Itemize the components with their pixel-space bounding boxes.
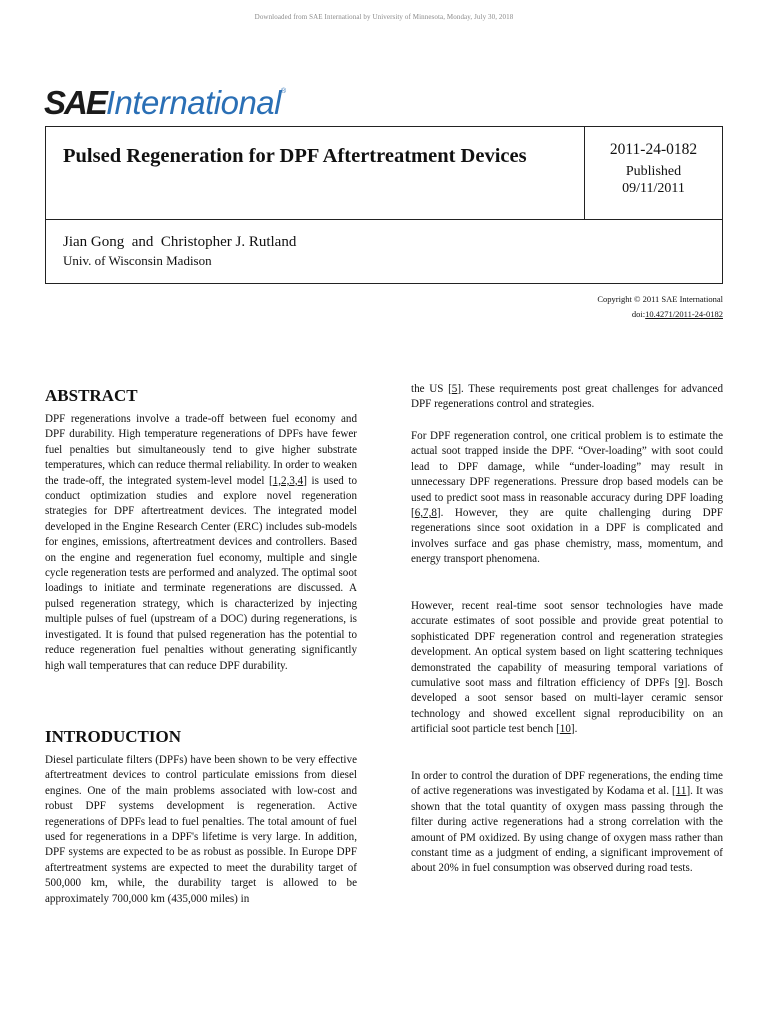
paper-title: Pulsed Regeneration for DPF Aftertreatment Devices	[63, 145, 527, 167]
citation-link[interactable]: 5	[451, 383, 458, 395]
right-paragraph-2-wrap	[411, 599, 723, 738]
paper-id-cell	[585, 127, 722, 219]
paragraph-text: ]. However, they are quite challenging during DPF regenerations since soot oxidation in a DPF is complicated and involves surface and gas phase chemistry, mass, momentum, and energy transport phenomena.	[411, 507, 723, 566]
introduction-section	[45, 727, 357, 907]
logo-registered-mark: ®	[281, 88, 287, 95]
doi-line	[597, 307, 723, 322]
citation-link[interactable]: 6,7,8	[414, 507, 437, 520]
download-notice: Downloaded from SAE International by University of Minnesota, Monday, July 30, 2018	[254, 13, 514, 21]
paragraph-text: ]. It was shown that the total quantity of oxygen mass passing through the filter during active regenerations had a strong correlation with the amount of PM oxidized. By using change of oxygen mass rather than constant time as a judgment of ending, a significant improvement of about 20% in fuel consumption was observed during road tests.	[411, 785, 724, 875]
paragraph-text: the US [	[411, 383, 452, 395]
paper-header-box	[45, 126, 723, 284]
right-paragraph-3	[411, 769, 723, 877]
right-paragraph-1	[411, 429, 723, 568]
paragraph-text: ].	[570, 723, 578, 736]
citation-link[interactable]: 11	[675, 785, 687, 798]
right-paragraph-0	[411, 382, 723, 413]
copyright-block	[597, 292, 723, 322]
abstract-heading: ABSTRACT	[45, 386, 138, 405]
paper-id: 2011-24-0182	[609, 141, 698, 158]
doi-link[interactable]: 10.4271/2011-24-0182	[645, 309, 723, 319]
published-date: 09/11/2011	[622, 181, 685, 196]
affiliation: Univ. of Wisconsin Madison	[63, 253, 212, 268]
copyright-line: Copyright © 2011 SAE International	[597, 294, 723, 304]
header-author-row	[46, 219, 722, 269]
doi-prefix: doi:	[631, 309, 646, 319]
paragraph-text: ]. Bosch developed a soot sensor based on multi-layer ceramic sensor technology and showed excellent signal reproducibility on an artificial soot particle test bench [	[411, 677, 723, 736]
title-cell	[46, 127, 585, 219]
introduction-paragraph: Diesel particulate filters (DPFs) have been shown to be very effective aftertreatment devices to control particulate emissions from diesel engines. One of the main problems associated with low-cost and robust DPF systems development is regeneration. Active regenerations of DPFs lead to fuel penalties. The total amount of fuel used for regenerations in a DPF's lifetime is very large. In addition, DPF systems are expected to be as robust as possible. In Europe DPF aftertreatment systems are expected to meet the durability target of 500,000 km, while, the durability target is allowed to be approximately 700,000 km (435,000 miles) in	[45, 754, 357, 905]
paragraph-text: For DPF regeneration control, one critical problem is to estimate the actual soot trapped inside the DPF. “Over-loading” with soot could lead to DPF damage, while “under-loading” may result in unnecessary DPF regenerations. Pressure drop based models can be used to predict soot mass in reasonable accuracy during DPF loading [	[411, 430, 723, 520]
authors: Jian Gong and Christopher J. Rutland	[63, 234, 297, 250]
citation-link[interactable]: 1,2,3,4	[272, 474, 304, 487]
right-column	[411, 382, 723, 413]
citation-link[interactable]: 10	[559, 723, 571, 736]
right-paragraph-1-wrap	[411, 429, 723, 568]
abstract-text-1: DPF regenerations involve a trade-off between fuel economy and DPF durability. High temperature regenerations of DPFs have fewer fuel penalties but simultaneously tend to give higher substrate temperatures, which can reduce thermal reliability. In order to weaken the trade-off, the integrated system-level model [	[45, 413, 357, 487]
header-title-row	[46, 127, 722, 220]
left-column	[45, 386, 357, 674]
abstract-text-2: ] is used to conduct optimization studies and explore novel regeneration strategies for DPF aftertreatment devices. The integrated model developed in the Engine Research Center (ERC) includes sub-models for engines, emissions, aftertreatment devices and controllers. Based on the engine and regeneration fuel economy, multiple and single cycle regeneration tests are performed and analyzed. The optimal soot loadings to initiate and terminate regenerations are discussed. A pulsed regeneration strategy, which is characterized by injecting multiple pulses of fuel (upstream of a DOC) during regenerations, is investigated. It is found that pulsed regeneration has the potential to reduce regeneration fuel penalties without generating significantly high wall temperatures that can reduce DPF durability.	[45, 474, 357, 672]
abstract-paragraph	[45, 412, 357, 674]
logo-international-text: International	[105, 84, 281, 121]
sae-international-logo	[44, 84, 286, 124]
paragraph-text: However, recent real-time soot sensor technologies have made accurate estimates of soot possible and provide great potential to sophisticated DPF regeneration control and regeneration strategies development. An optical system based on light scattering techniques demonstrated the capability of measuring temporal variations of cumulative soot mass and filtration efficiency of DPFs [	[411, 600, 723, 690]
paragraph-text: In order to control the duration of DPF regenerations, the ending time of active regenerations was investigated by Kodama et al. [	[411, 770, 723, 798]
logo-sae-text: SAE	[44, 84, 106, 121]
citation-link[interactable]: 9	[678, 677, 684, 690]
introduction-heading: INTRODUCTION	[45, 727, 182, 746]
right-paragraph-3-wrap	[411, 769, 723, 877]
published-label: Published	[625, 164, 682, 179]
paragraph-text: ]. These requirements post great challenges for advanced DPF regenerations control and strategies.	[411, 383, 723, 411]
right-paragraph-2	[411, 599, 723, 738]
